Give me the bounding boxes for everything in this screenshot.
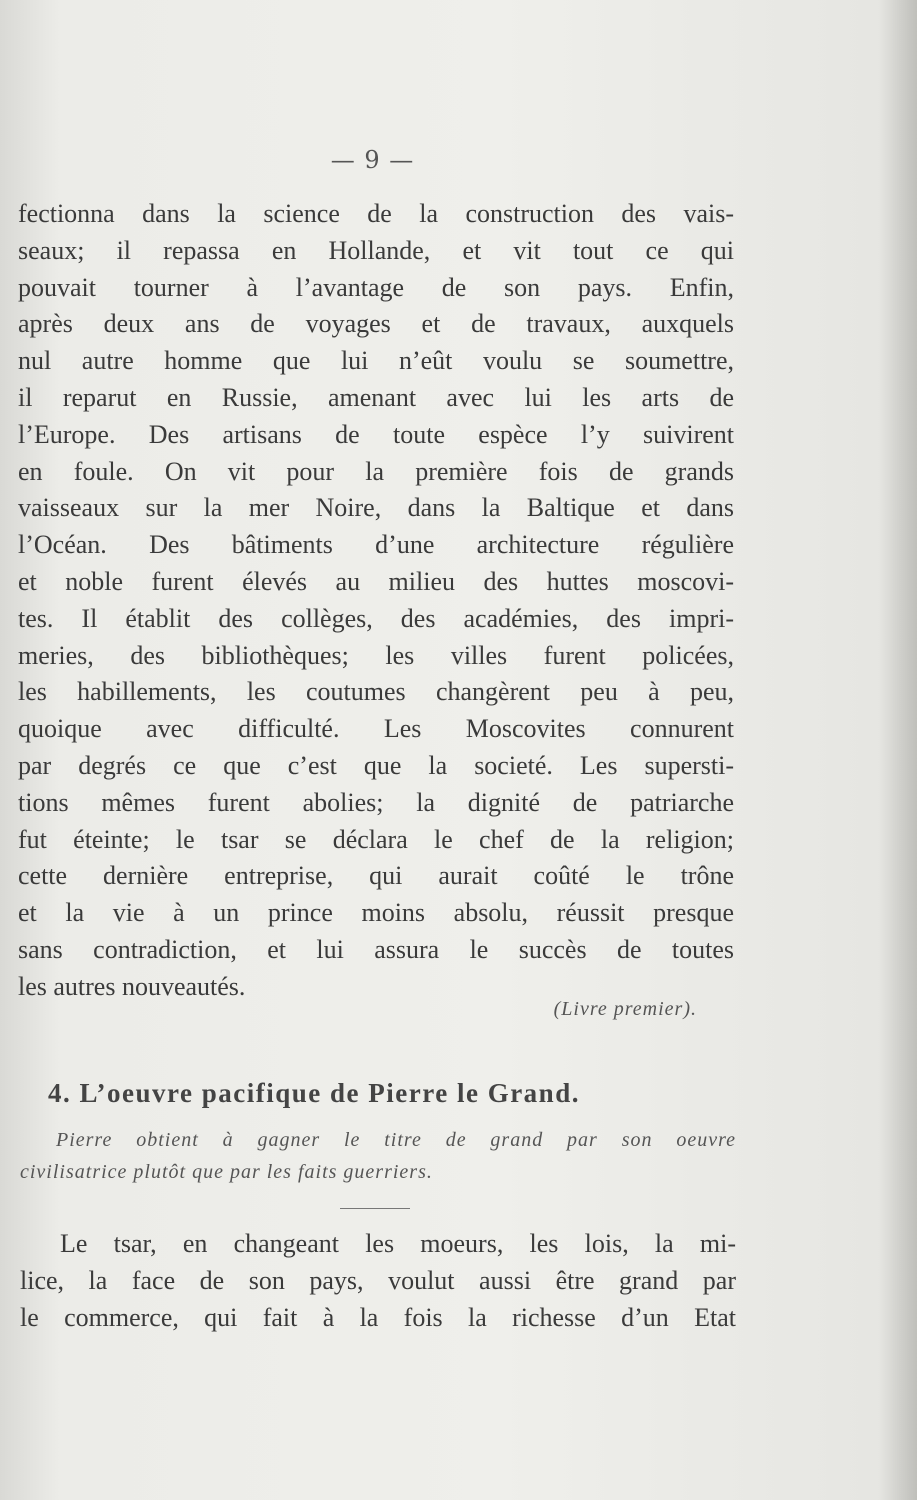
text-line: tes. Il établit des collèges, des académies, des impri- xyxy=(18,603,734,633)
text-line: fectionna dans la science de la construction des vais- xyxy=(18,199,734,228)
text-line: Le tsar, en changeant les moeurs, les lois, la mi- xyxy=(60,1229,736,1258)
text-line: les autres nouveautés. xyxy=(18,971,246,1001)
text-line: seaux; il repassa en Hollande, et vit tout ce qui xyxy=(18,235,734,265)
subtitle-line: civilisatrice plutôt que par les faits guerriers. xyxy=(20,1161,433,1183)
text-line: le commerce, qui fait à la fois la richesse d’un Etat xyxy=(20,1302,736,1332)
text-line: vaisseaux sur la mer Noire, dans la Baltique et dans xyxy=(18,493,734,523)
text-line: meries, des bibliothèques; les villes furent policées, xyxy=(18,640,734,670)
text-line: nul autre homme que lui n’eût voulu se soumettre, xyxy=(18,346,734,376)
text-line: fut éteinte; le tsar se déclara le chef de la religion; xyxy=(18,824,734,854)
text-line: par degrés ce que c’est que la societé. Les supersti- xyxy=(18,750,734,780)
text-line: en foule. On vit pour la première fois de grands xyxy=(18,456,734,486)
section-subtitle xyxy=(20,1124,736,1188)
body-paragraph-2 xyxy=(20,1226,736,1336)
body-paragraph xyxy=(18,196,734,1006)
text-line: et noble furent élevés au milieu des huttes moscovi- xyxy=(18,566,734,596)
text-line: il reparut en Russie, amenant avec lui les arts de xyxy=(18,382,734,412)
text-line: sans contradiction, et lui assura le succès de toutes xyxy=(18,934,734,964)
text-line: quoique avec difficulté. Les Moscovites connurent xyxy=(18,714,734,744)
section-heading: 4. L’oeuvre pacifique de Pierre le Grand. xyxy=(48,1078,580,1108)
text-line: et la vie à un prince moins absolu, réussit presque xyxy=(18,898,734,928)
page-number: — 9 — xyxy=(330,146,415,174)
page-edge-shadow xyxy=(877,0,917,1500)
text-line: les habillements, les coutumes changèrent peu à peu, xyxy=(18,677,734,707)
text-line: après deux ans de voyages et de travaux, auxquels xyxy=(18,309,734,339)
text-line: l’Europe. Des artisans de toute espèce l’y suivirent xyxy=(18,419,734,449)
text-line: pouvait tourner à l’avantage de son pays. Enfin, xyxy=(18,272,734,302)
text-line: lice, la face de son pays, voulut aussi être grand par xyxy=(20,1265,736,1295)
text-line: cette dernière entreprise, qui aurait coûté le trône xyxy=(18,861,734,891)
text-line: l’Océan. Des bâtiments d’une architecture régulière xyxy=(18,530,734,560)
section-divider xyxy=(340,1208,410,1209)
subtitle-line: Pierre obtient à gagner le titre de grand par son oeuvre xyxy=(56,1129,736,1151)
text-line: tions mêmes furent abolies; la dignité de patriarche xyxy=(18,787,734,817)
citation: (Livre premier). xyxy=(553,998,697,1020)
